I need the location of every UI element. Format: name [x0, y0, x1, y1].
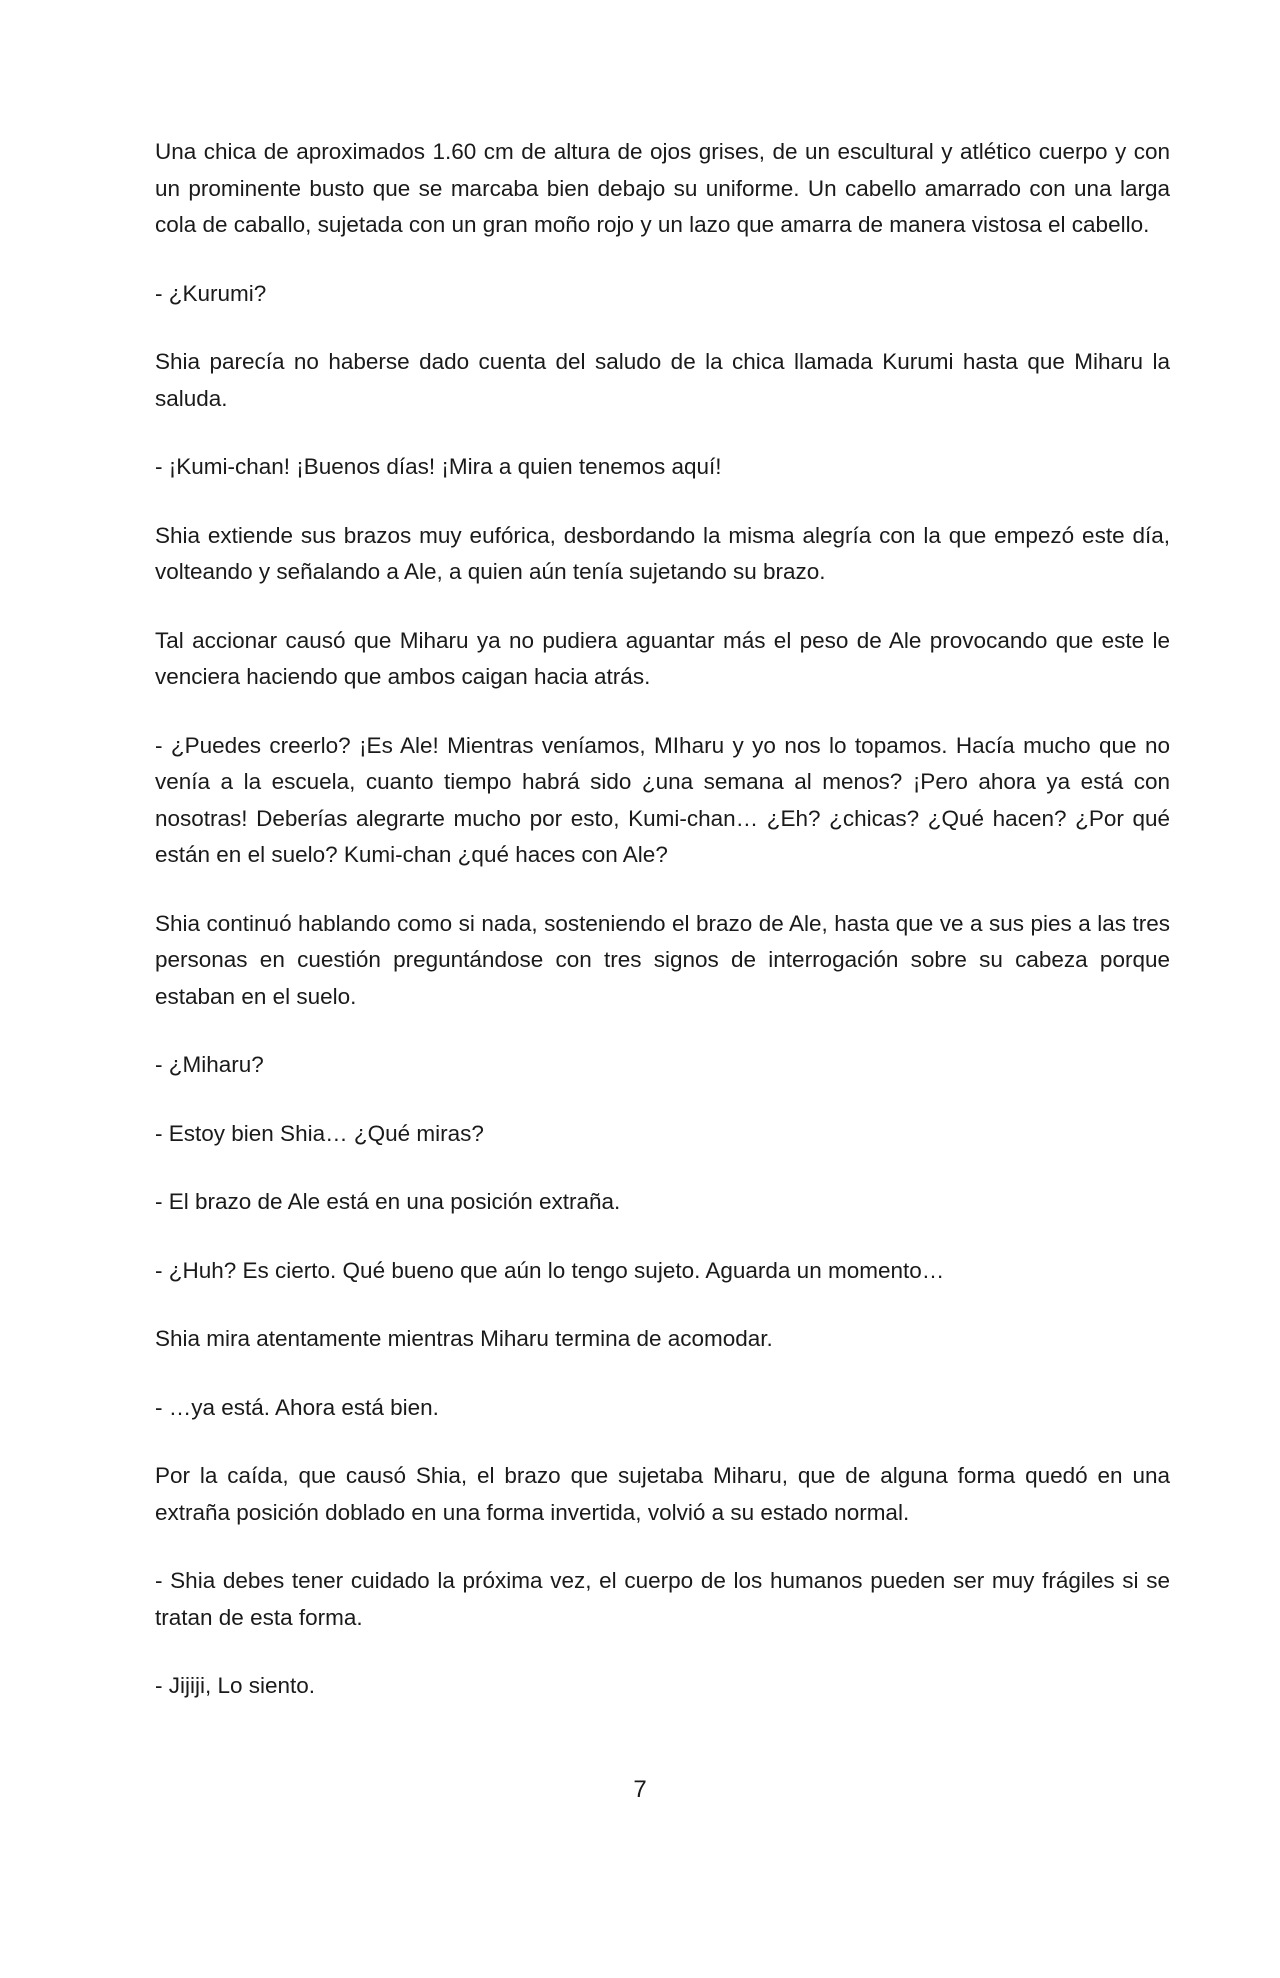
paragraph-dialogue: - Estoy bien Shia… ¿Qué miras?	[155, 1120, 484, 1146]
page-body	[155, 134, 1170, 1737]
paragraph-narration: Tal accionar causó que Miharu ya no pudiera aguantar más el peso de Ale provocando que este le venciera haciendo que ambos caigan hacia atrás.	[155, 627, 1170, 689]
paragraph-dialogue: - ¿Kurumi?	[155, 280, 267, 306]
paragraph-dialogue: - El brazo de Ale está en una posición extraña.	[155, 1189, 621, 1214]
paragraph-description: Una chica de aproximados 1.60 cm de altura de ojos grises, de un escultural y atlético cuerpo y con un prominente busto que se marcaba bien debajo su uniforme. Un cabello amarrado con una larga cola de caballo, sujetada con un gran moño rojo y un lazo que amarra de manera vistosa el cabello.	[155, 139, 1170, 237]
paragraph-dialogue: - Shia debes tener cuidado la próxima vez, el cuerpo de los humanos pueden ser muy frágiles si se tratan de esta forma.	[155, 1568, 1170, 1630]
paragraph-dialogue: - ¿Puedes creerlo? ¡Es Ale! Mientras veníamos, MIharu y yo nos lo topamos. Hacía mucho que no venía a la escuela, cuanto tiempo habrá sido ¿una semana al menos? ¡Pero ahora ya está con nosotras! Deberías alegrarte mucho por esto, Kumi-chan… ¿Eh? ¿chicas? ¿Qué hacen? ¿Por qué están en el suelo? Kumi-chan ¿qué haces con Ale?	[155, 732, 1170, 867]
page-number: 7	[633, 1776, 647, 1803]
paragraph-narration: Shia extiende sus brazos muy eufórica, desbordando la misma alegría con la que empezó este día, volteando y señalando a Ale, a quien aún tenía sujetando su brazo.	[155, 522, 1170, 584]
paragraph-narration: Shia parecía no haberse dado cuenta del saludo de la chica llamada Kurumi hasta que Miharu la saluda.	[155, 349, 1170, 411]
paragraph-dialogue: - ¿Huh? Es cierto. Qué bueno que aún lo tengo sujeto. Aguarda un momento…	[155, 1257, 945, 1283]
paragraph-narration: Shia mira atentamente mientras Miharu termina de acomodar.	[155, 1326, 773, 1351]
paragraph-dialogue: - Jijiji, Lo siento.	[155, 1673, 316, 1698]
paragraph-dialogue: - ¿Miharu?	[155, 1052, 264, 1077]
paragraph-narration: Shia continuó hablando como si nada, sosteniendo el brazo de Ale, hasta que ve a sus pies a las tres personas en cuestión preguntándose con tres signos de interrogación sobre su cabeza porque estaban en el suelo.	[155, 910, 1170, 1009]
paragraph-dialogue: - ¡Kumi-chan! ¡Buenos días! ¡Mira a quien tenemos aquí!	[155, 454, 722, 479]
paragraph-dialogue: - …ya está. Ahora está bien.	[155, 1394, 439, 1420]
paragraph-narration: Por la caída, que causó Shia, el brazo que sujetaba Miharu, que de alguna forma quedó en una extraña posición doblado en una forma invertida, volvió a su estado normal.	[155, 1463, 1170, 1525]
